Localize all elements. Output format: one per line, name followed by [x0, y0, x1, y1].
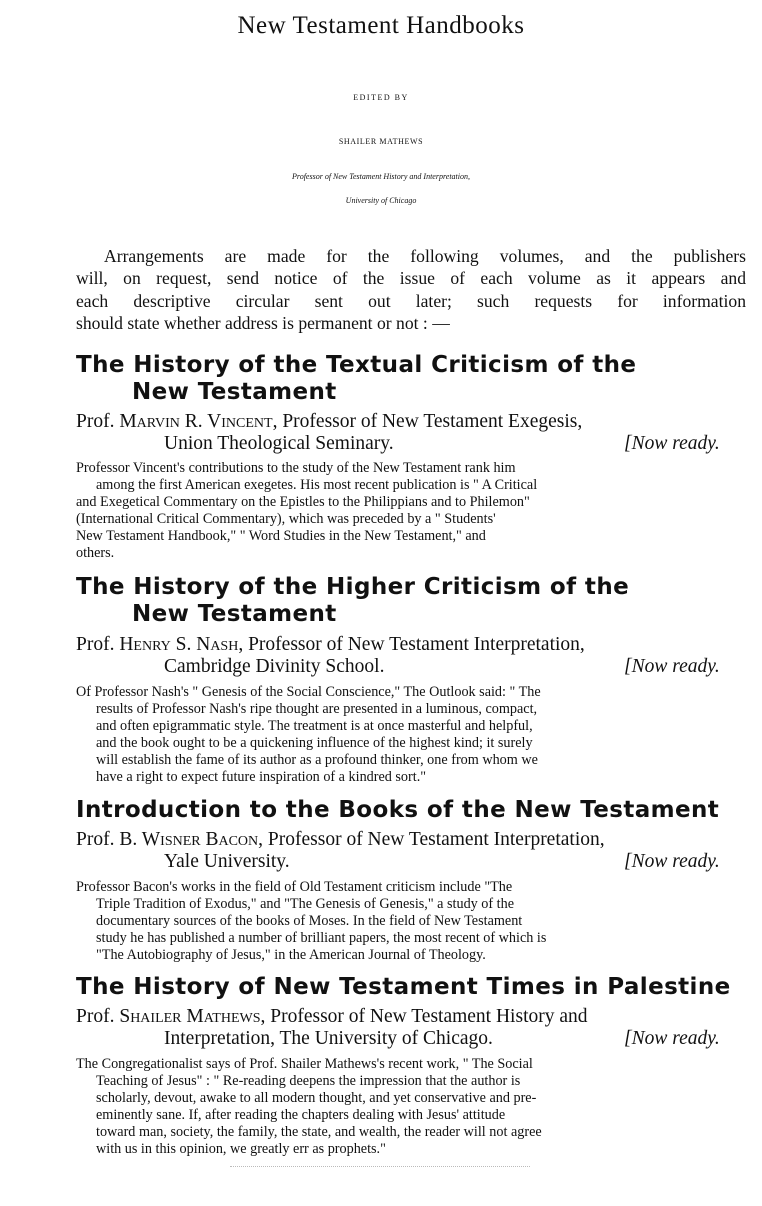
- author-role: , Professor of New Testament Exegesis,: [272, 411, 583, 432]
- section-2-blurb-line: will establish the fame of its author as a profound thinker, one from whom we: [96, 752, 538, 768]
- section-1-blurb-line: others.: [76, 545, 115, 561]
- section-2-blurb-line: results of Professor Nash's ripe thought are presented in a luminous, compact,: [96, 701, 538, 717]
- prof-prefix: Prof.: [76, 1006, 115, 1027]
- section-4-status: [Now ready.: [624, 1028, 720, 1049]
- editor-name: SHAILER MATHEWS: [338, 137, 424, 146]
- intro-line: each descriptive circular sent out later; such requests for information: [76, 290, 746, 311]
- author-name: Henry S. Nash: [119, 634, 239, 655]
- intro-line: should state whether address is permanent or not : —: [76, 312, 450, 333]
- section-4-blurb-line: scholarly, devout, awake to all modern thought, and yet conservative and pre-: [96, 1090, 537, 1106]
- section-1-blurb-line: (International Critical Commentary), which was preceded by a " Students': [76, 511, 496, 527]
- section-4-blurb-line: eminently sane. If, after reading the chapters dealing with Jesus' attitude: [96, 1107, 506, 1123]
- section-1-author-line: [76, 411, 582, 433]
- prof-prefix: Prof.: [76, 829, 115, 850]
- section-2-author-line: [76, 634, 585, 656]
- section-1-institution: Union Theological Seminary.: [164, 433, 394, 454]
- author-name: B. Wisner Bacon: [119, 829, 259, 850]
- section-3-author-line: [76, 829, 605, 851]
- section-1-blurb-line: New Testament Handbook," " Word Studies in the New Testament," and: [76, 528, 486, 544]
- section-3-title: Introduction to the Books of the New Testament: [76, 797, 720, 823]
- section-2-blurb-line: and often epigrammatic style. The treatment is at once masterful and helpful,: [96, 718, 533, 734]
- author-name: Marvin R. Vincent: [119, 411, 273, 432]
- section-1-status: [Now ready.: [624, 433, 720, 454]
- intro-line: Arrangements are made for the following volumes, and the publishers: [104, 246, 746, 266]
- editor-affiliation-line-1: Professor of New Testament History and Interpretation,: [292, 172, 470, 181]
- author-role: , Professor of New Testament Interpretation,: [258, 829, 605, 850]
- section-3-status: [Now ready.: [624, 851, 720, 872]
- intro-line: will, on request, send notice of the issue of each volume as it appears and: [76, 268, 746, 289]
- edited-by-label: EDITED BY: [353, 93, 409, 102]
- section-4-institution: Interpretation, The University of Chicago.: [164, 1028, 493, 1049]
- section-2-status: [Now ready.: [624, 656, 720, 677]
- section-4-blurb-line: Teaching of Jesus" : " Re-reading deepens the impression that the author is: [96, 1073, 521, 1089]
- page-bottom-rule: [230, 1166, 530, 1168]
- section-3-blurb-line: Triple Tradition of Exodus," and "The Genesis of Genesis," a study of the: [96, 896, 515, 912]
- prof-prefix: Prof.: [76, 634, 115, 655]
- section-2-blurb-line: and the book ought to be a quickening influence of the highest kind; it surely: [96, 735, 533, 751]
- section-2-blurb-line: Of Professor Nash's " Genesis of the Social Conscience," The Outlook said: " The: [76, 684, 541, 700]
- intro-paragraph: [76, 245, 746, 334]
- author-name: Shailer Mathews: [119, 1006, 261, 1027]
- section-2-institution: Cambridge Divinity School.: [164, 656, 385, 677]
- section-2-title-cont: New Testament: [132, 601, 337, 627]
- section-3-blurb-line: Professor Bacon's works in the field of Old Testament criticism include "The: [76, 879, 513, 895]
- section-3-blurb-line: documentary sources of the books of Moses. In the field of New Testament: [96, 913, 523, 929]
- section-1-title: The History of the Textual Criticism of the: [76, 352, 637, 378]
- section-4-author-line: [76, 1006, 588, 1028]
- editor-affiliation-line-2: University of Chicago: [345, 196, 417, 205]
- section-4-blurb-line: The Congregationalist says of Prof. Shailer Mathews's recent work, " The Social: [76, 1056, 533, 1072]
- section-1-blurb-line: Professor Vincent's contributions to the study of the New Testament rank him: [76, 460, 516, 476]
- section-3-blurb-line: study he has published a number of brilliant papers, the most recent of which is: [96, 930, 547, 946]
- section-4-blurb-line: with us in this opinion, we greatly err as prophets.": [96, 1141, 386, 1157]
- section-1-title-cont: New Testament: [132, 379, 337, 405]
- prof-prefix: Prof.: [76, 411, 115, 432]
- author-role: , Professor of New Testament Interpretation,: [238, 634, 585, 655]
- section-1-blurb-line: and Exegetical Commentary on the Epistles to the Philippians and to Philemon": [76, 494, 530, 510]
- section-4-title: The History of New Testament Times in Palestine: [76, 974, 731, 1000]
- page-title: New Testament Handbooks: [237, 12, 525, 39]
- section-1-blurb-line: among the first American exegetes. His most recent publication is " A Critical: [96, 477, 538, 493]
- author-role: , Professor of New Testament History and: [260, 1006, 588, 1027]
- section-2-blurb-line: have a right to expect future inspiration of a kindred sort.": [96, 769, 427, 785]
- section-2-title: The History of the Higher Criticism of the: [76, 574, 630, 600]
- section-3-institution: Yale University.: [164, 851, 290, 872]
- section-3-blurb-line: "The Autobiography of Jesus," in the American Journal of Theology.: [96, 947, 486, 963]
- section-4-blurb-line: toward man, society, the family, the state, and wealth, the reader will not agree: [96, 1124, 542, 1140]
